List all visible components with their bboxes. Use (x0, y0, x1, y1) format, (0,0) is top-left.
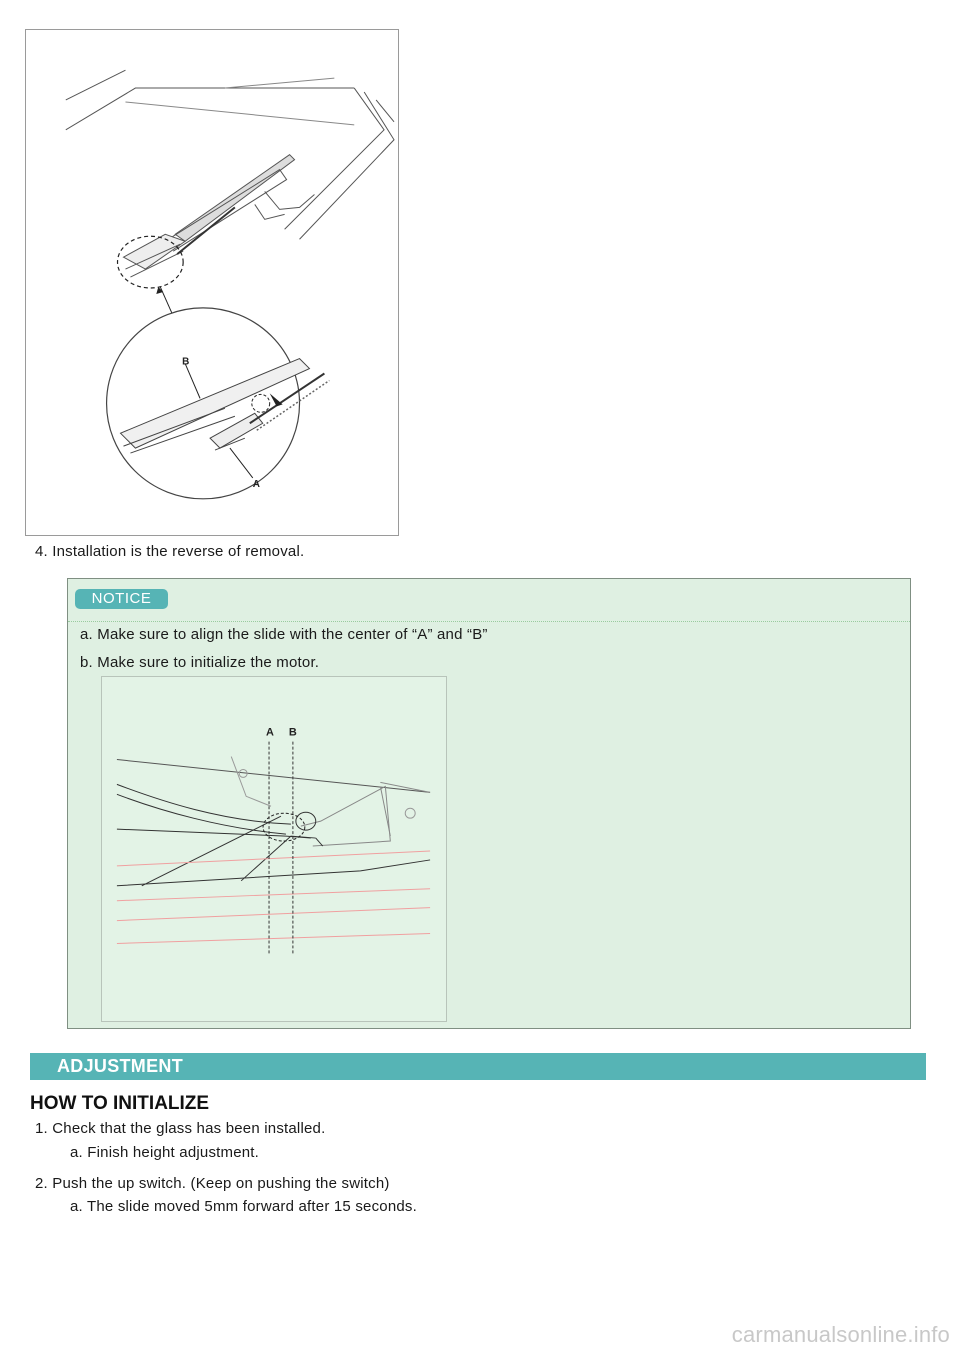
notice-badge: NOTICE (75, 589, 168, 609)
label-a: A (252, 478, 260, 490)
alignment-figure (101, 676, 447, 1022)
align-label-b: B (288, 726, 297, 739)
removal-figure (25, 29, 399, 536)
align-label-a: A (266, 726, 274, 739)
watermark: carmanualsonline.info (731, 1322, 950, 1347)
step-2-sub: a. The slide moved 5mm forward after 15 seconds. (70, 1198, 417, 1215)
step-4: 4. Installation is the reverse of removal. (35, 543, 305, 560)
section-header-adjustment: ADJUSTMENT (30, 1053, 926, 1080)
notice-item-a: a. Make sure to align the slide with the center of “A” and “B” (80, 626, 488, 643)
notice-item-b: b. Make sure to initialize the motor. (80, 654, 320, 671)
step-1-sub: a. Finish height adjustment. (70, 1144, 260, 1161)
step-1: 1. Check that the glass has been installed. (35, 1120, 326, 1137)
removal-diagram (26, 30, 398, 535)
notice-divider (68, 621, 910, 622)
notice-box (67, 578, 911, 1029)
label-b: B (182, 356, 190, 368)
step-2: 2. Push the up switch. (Keep on pushing the switch) (35, 1175, 390, 1192)
alignment-diagram (102, 677, 446, 1021)
subsection-title: HOW TO INITIALIZE (30, 1093, 210, 1114)
